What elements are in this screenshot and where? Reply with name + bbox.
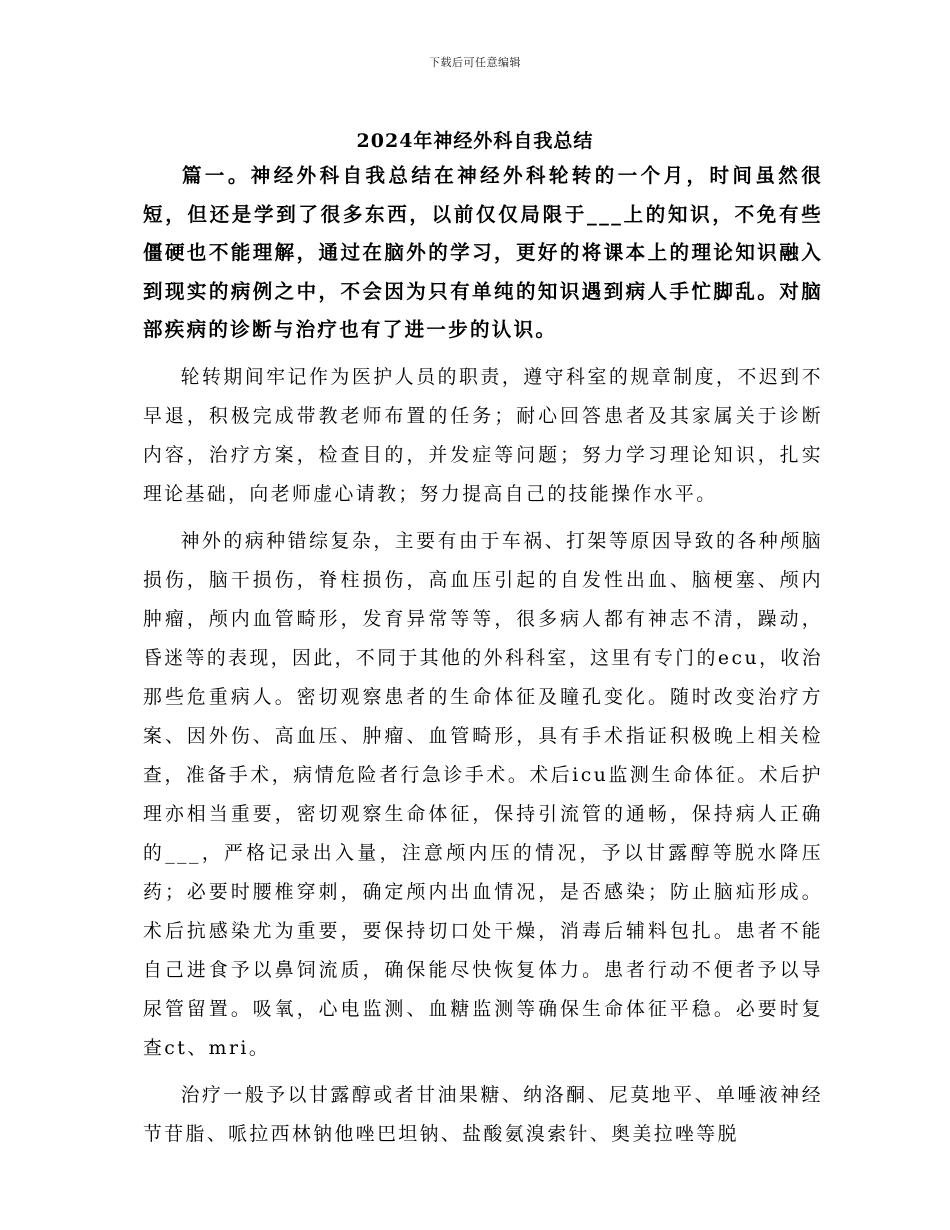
paragraph-rotation-duties: 轮转期间牢记作为医护人员的职责，遵守科室的规章制度，不迟到不早退，积极完成带教老师布置的任务；耐心回答患者及其家属关于诊断内容，治疗方案，检查目的，并发症等问题；努力学习理论知识，扎实理论基础，向老师虚心请教；努力提高自己的技能操作水平。	[143, 366, 823, 505]
document-title: 2024年神经外科自我总结	[356, 130, 594, 152]
document-body	[143, 157, 823, 1154]
paragraph-intro: 篇一。神经外科自我总结在神经外科轮转的一个月，时间虽然很短，但还是学到了很多东西，以前仅仅局限于___上的知识，不免有些僵硬也不能理解，通过在脑外的学习，更好的将课本上的理论知识融入到现实的病例之中，不会因为只有单纯的知识遇到病人手忙脚乱。对脑部疾病的诊断与治疗也有了进一步的认识。	[143, 164, 823, 341]
paragraph-treatment: 治疗一般予以甘露醇或者甘油果糖、纳洛酮、尼莫地平、单唾液神经节苷脂、哌拉西林钠他唑巴坦钠、盐酸氨溴索针、奥美拉唑等脱	[143, 1084, 823, 1145]
page-header-note: 下载后可任意编辑	[429, 56, 521, 69]
paragraph-disease-management: 神外的病种错综复杂，主要有由于车祸、打架等原因导致的各种颅脑损伤，脑干损伤，脊柱损伤，高血压引起的自发性出血、脑梗塞、颅内肿瘤，颅内血管畸形，发育异常等等，很多病人都有神志不清，躁动，昏迷等的表现，因此，不同于其他的外科科室，这里有专门的ecu，收治那些危重病人。密切观察患者的生命体征及瞳孔变化。随时改变治疗方案、因外伤、高血压、肿瘤、血管畸形，具有手术指证积极晚上相关检查，准备手术，病情危险者行急诊手术。术后icu监测生命体征。术后护理亦相当重要，密切观察生命体征，保持引流管的通畅，保持病人正确的___，严格记录出入量，注意颅内压的情况，予以甘露醇等脱水降压药；必要时腰椎穿刺，确定颅内出血情况，是否感染；防止脑疝形成。术后抗感染尤为重要，要保持切口处干燥，消毒后辅料包扎。患者不能自己进食予以鼻饲流质，确保能尽快恢复体力。患者行动不便者予以导尿管留置。吸氧，心电监测、血糖监测等确保生命体征平稳。必要时复查ct、mri。	[143, 530, 823, 1059]
